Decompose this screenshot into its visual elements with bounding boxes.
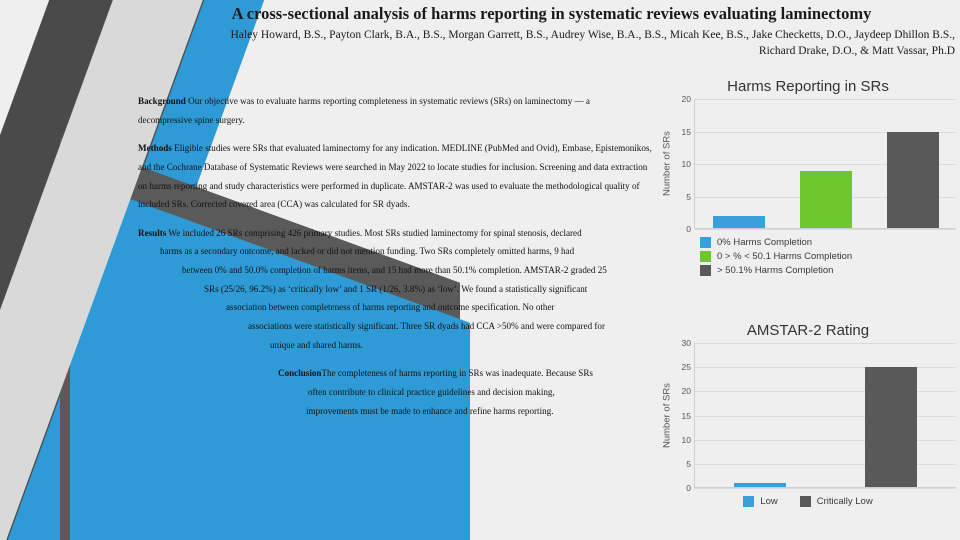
chart2-ytick: 15 xyxy=(681,410,691,421)
chart2-ytick: 10 xyxy=(681,434,691,445)
chart1-legend-item xyxy=(700,265,956,276)
chart1-plot-area xyxy=(694,99,956,229)
chart1-x-axis xyxy=(695,228,956,229)
results-line-5: association between completeness of harms reporting and outcome specification. No other xyxy=(226,302,555,313)
chart1-title: Harms Reporting in SRs xyxy=(727,78,889,95)
chart2-ylabel: Number of SRs xyxy=(661,383,673,448)
chart2-ytick: 25 xyxy=(681,362,691,373)
chart2-legend-label: Critically Low xyxy=(816,496,873,507)
section-results xyxy=(138,224,658,354)
chart1-legend-label: 0% Harms Completion xyxy=(717,237,813,248)
results-label: Results xyxy=(138,227,167,238)
background-line-1: Our objective was to evaluate harms reporting completeness in systematic reviews (SRs) on laminectomy — a xyxy=(188,96,590,106)
chart1-legend-label: > 50.1% Harms Completion xyxy=(717,265,834,276)
chart2-ytick: 0 xyxy=(686,483,691,493)
methods-line-2: and the Cochrane Database of Systematic Reviews were searched in May 2022 to locate studies for inclusion. Screening and data extraction xyxy=(138,161,648,172)
chart1-legend-label: 0 > % < 50.1 Harms Completion xyxy=(717,251,853,262)
chart1-ytick: 10 xyxy=(681,159,691,169)
chart2-ytick: 5 xyxy=(686,458,691,469)
chart1-ylabel: Number of SRs xyxy=(661,131,673,197)
section-conclusion xyxy=(138,364,658,420)
legend-swatch-icon xyxy=(700,265,711,276)
poster-header xyxy=(150,4,955,60)
poster-body xyxy=(138,92,678,430)
chart2-legend xyxy=(660,496,956,507)
background-line-2: decompressive spine surgery. xyxy=(138,114,245,125)
chart2-ytick: 30 xyxy=(681,338,691,348)
methods-line-1: Eligible studies were SRs that evaluated laminectomy for any indication. MEDLINE (PubMed and Ovid), Embase, Epistemonikos, xyxy=(174,143,652,154)
methods-label: Methods xyxy=(138,143,172,154)
chart1-ytick: 20 xyxy=(681,94,691,104)
chart1-gridline xyxy=(695,229,956,230)
chart2-legend-item xyxy=(743,496,777,507)
legend-swatch-icon xyxy=(700,237,711,248)
chart1-ytick: 5 xyxy=(686,191,691,202)
results-line-4: SRs (25/26, 96.2%) as ‘critically low’ and 1 SR (1/26, 3.8%) as ‘low’. We found a statistically significant xyxy=(204,283,588,294)
page-title: A cross-sectional analysis of harms reporting in systematic reviews evaluating laminectomy xyxy=(231,4,872,23)
chart1-bar-cell xyxy=(695,99,782,229)
chart2-x-axis xyxy=(695,487,956,488)
author-line-1: Haley Howard, B.S., Payton Clark, B.A., B.S., Morgan Garrett, B.S., Audrey Wise, B.A., B.S., Micah Kee, B.S., Jake Checketts, D.O., Jaydeep Dhillon B.S., xyxy=(230,28,955,41)
chart1-bar xyxy=(800,171,852,230)
results-line-6: associations were statistically significant. Three SR dyads had CCA >50% and were compared for xyxy=(248,321,606,332)
conclusion-line-3: improvements must be made to enhance and refine harms reporting. xyxy=(306,405,554,416)
methods-line-3: on harms reporting and study characteristics were performed in duplicate. AMSTAR-2 was used to evaluate the methodological quality of xyxy=(138,180,640,191)
conclusion-line-2: often contribute to clinical practice guidelines and decision making, xyxy=(308,386,555,397)
section-methods xyxy=(138,139,676,214)
chart2-plot-area xyxy=(694,343,956,488)
chart1-legend xyxy=(700,237,956,276)
chart1-legend-item xyxy=(700,251,956,262)
chart1-ytick: 15 xyxy=(681,126,691,137)
chart1-y-ticks xyxy=(674,94,694,234)
chart1-bar xyxy=(887,132,939,230)
chart1-bar-cell xyxy=(869,99,956,229)
chart1-legend-item xyxy=(700,237,956,248)
legend-swatch-icon xyxy=(743,496,754,507)
author-list xyxy=(150,27,955,60)
conclusion-line-1: The completeness of harms reporting in SRs was inadequate. Because SRs xyxy=(321,368,593,379)
results-line-2: harms as a secondary outcome, and lacked or did not mention funding. Two SRs completely omitted harms, 9 had xyxy=(160,246,575,257)
chart2-ytick: 20 xyxy=(681,386,691,397)
chart2-legend-label: Low xyxy=(760,496,778,507)
chart1-ytick: 0 xyxy=(686,224,691,234)
chart2-gridline xyxy=(695,488,956,489)
chart2-bar xyxy=(865,367,917,488)
legend-swatch-icon xyxy=(800,496,811,507)
chart2-title: AMSTAR-2 Rating xyxy=(746,322,870,339)
results-line-3: between 0% and 50.0% completion of harms items, and 15 had more than 50.1% completion. AMSTAR-2 graded 25 xyxy=(182,265,607,276)
conclusion-label: Conclusion xyxy=(278,368,322,379)
chart-harms-reporting xyxy=(660,78,956,308)
chart2-bar-cell xyxy=(695,343,826,488)
chart1-bar-cell xyxy=(782,99,869,229)
results-line-7: unique and shared harms. xyxy=(270,339,363,350)
methods-line-4: included SRs. Corrected covered area (CCA) was calculated for SR dyads. xyxy=(138,199,410,210)
results-line-1: We included 26 SRs comprising 426 primary studies. Most SRs studied laminectomy for spinal stenosis, declared xyxy=(168,227,582,238)
chart2-legend-item xyxy=(800,496,873,507)
chart2-y-ticks xyxy=(674,338,694,493)
legend-swatch-icon xyxy=(700,251,711,262)
background-label: Background xyxy=(138,96,186,106)
chart-amstar2-rating xyxy=(660,322,956,534)
chart2-bar-cell xyxy=(826,343,957,488)
author-line-2: Richard Drake, D.O., & Matt Vassar, Ph.D xyxy=(758,45,955,58)
section-background xyxy=(138,92,658,129)
